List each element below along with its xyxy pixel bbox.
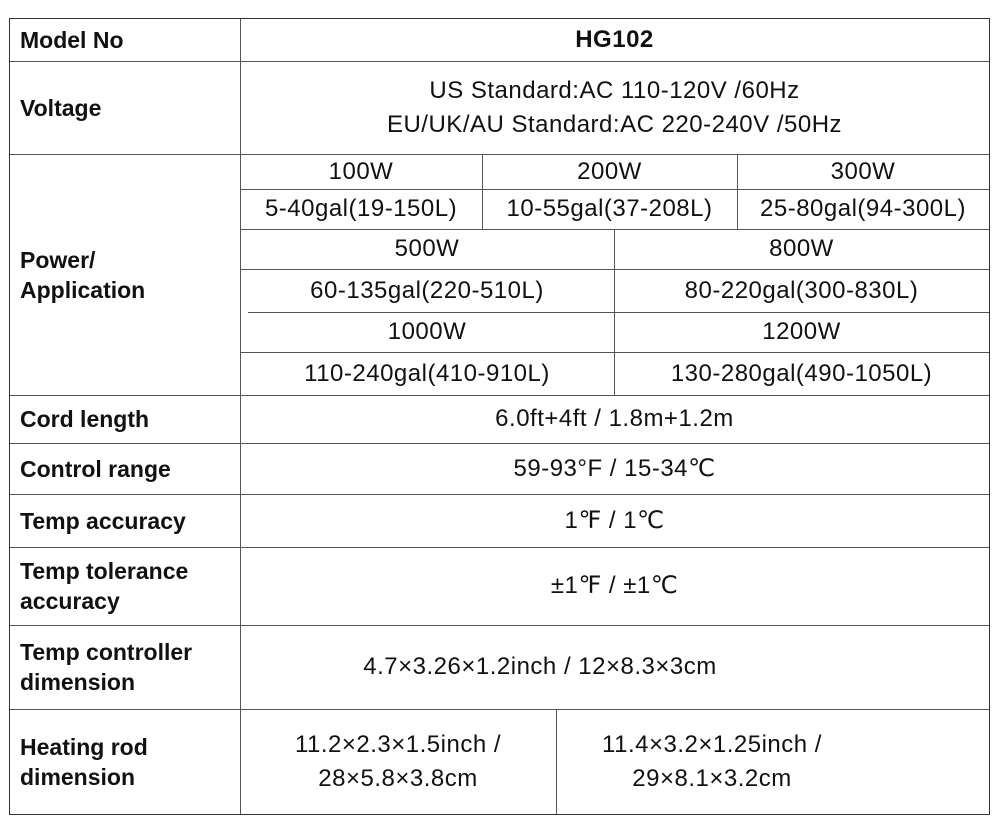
power-label-line: Power/ xyxy=(20,246,96,273)
tolerance-label xyxy=(20,547,188,625)
power-range-200: 10-55gal(37-208L) xyxy=(506,195,713,222)
voltage-value xyxy=(240,61,989,154)
power-watt-300: 300W xyxy=(830,157,896,185)
rod-right-inch: 11.4×3.2×1.25inch / xyxy=(602,730,822,758)
power-range-1000: 110-240gal(410-910L) xyxy=(304,359,550,387)
tolerance-label-line: accuracy xyxy=(20,588,120,614)
rod-label-line: dimension xyxy=(20,763,136,790)
power-watt-1000: 1000W xyxy=(387,318,467,345)
rod-right-cm: 29×8.1×3.2cm xyxy=(632,764,792,792)
tolerance-label-line: Temp tolerance xyxy=(20,558,189,584)
rod-label xyxy=(20,709,148,814)
controller-label-line: dimension xyxy=(20,669,136,695)
power-watt-1200: 1200W xyxy=(762,318,841,345)
model-value: HG102 xyxy=(575,26,654,53)
voltage-us: US Standard:AC 110-120V /60Hz xyxy=(429,76,800,104)
spec-table xyxy=(9,18,990,815)
controller-label-line: Temp controller xyxy=(20,639,193,665)
model-label: Model No xyxy=(20,27,124,53)
cord-value: 6.0ft+4ft / 1.8m+1.2m xyxy=(495,405,734,432)
power-range-300: 25-80gal(94-300L) xyxy=(760,195,966,222)
rod-left-inch: 11.2×2.3×1.5inch / xyxy=(294,730,502,758)
accuracy-label: Temp accuracy xyxy=(20,507,186,534)
cord-label: Cord length xyxy=(20,406,150,432)
power-watt-500: 500W xyxy=(394,235,460,262)
power-range-1200: 130-280gal(490-1050L) xyxy=(670,359,933,387)
power-range-500: 60-135gal(220-510L) xyxy=(310,276,544,304)
accuracy-value: 1℉ / 1℃ xyxy=(564,506,665,534)
power-label xyxy=(20,154,145,395)
power-range-800: 80-220gal(300-830L) xyxy=(684,276,919,304)
power-label-line: Application xyxy=(20,276,146,303)
control-value: 59-93°F / 15-34℃ xyxy=(513,454,716,482)
rod-left-cm: 28×5.8×3.8cm xyxy=(318,764,478,792)
power-watt-800: 800W xyxy=(769,235,834,262)
voltage-label: Voltage xyxy=(20,94,102,121)
controller-value: 4.7×3.26×1.2inch / 12×8.3×3cm xyxy=(363,653,717,680)
rod-left-value xyxy=(240,709,556,814)
rod-right-value xyxy=(556,709,868,814)
power-range-100: 5-40gal(19-150L) xyxy=(264,195,458,222)
rod-label-line: Heating rod xyxy=(20,733,148,760)
power-watt-100: 100W xyxy=(328,157,394,185)
control-label: Control range xyxy=(20,455,171,482)
power-watt-200: 200W xyxy=(577,157,642,185)
controller-label xyxy=(20,625,192,709)
voltage-eu: EU/UK/AU Standard:AC 220-240V /50Hz xyxy=(386,110,843,138)
tolerance-value: ±1℉ / ±1℃ xyxy=(550,572,679,599)
